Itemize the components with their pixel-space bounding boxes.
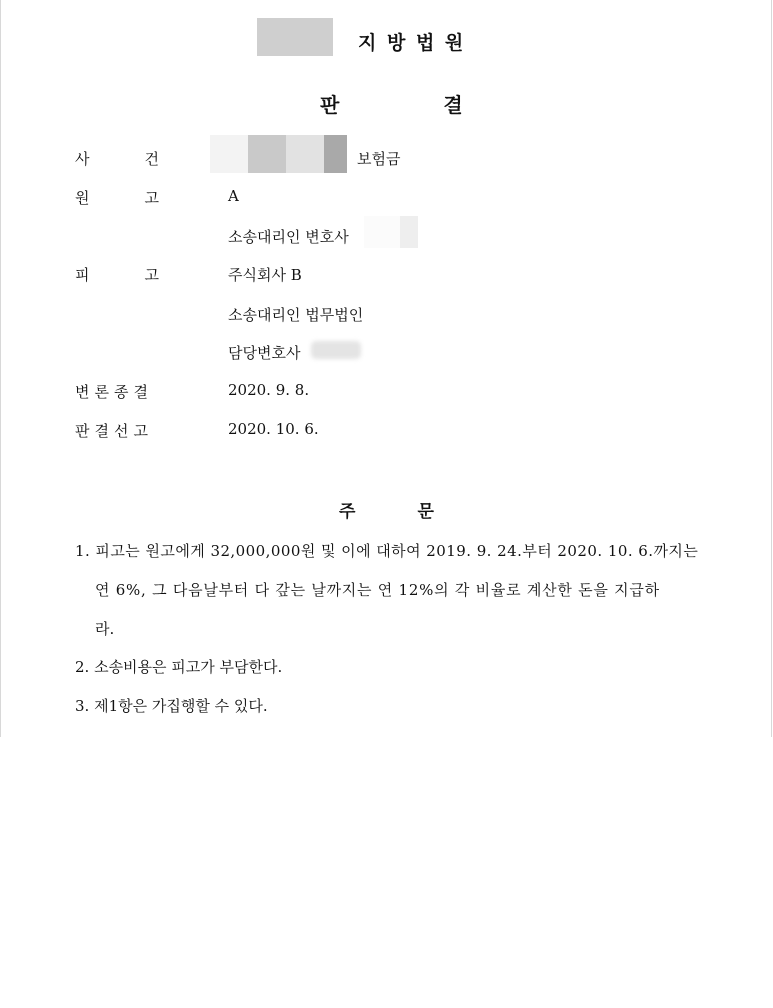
page-border-right — [771, 0, 772, 737]
closing-argument-label: 변 론 종 결 — [75, 383, 148, 401]
order-item-1-line-3: 라. — [95, 620, 115, 638]
order-item-2: 2. 소송비용은 피고가 부담한다. — [75, 658, 283, 676]
redacted-court-prefix — [257, 18, 333, 56]
defendant-attorney: 소송대리인 법무법인 — [228, 306, 364, 324]
plaintiff-attorney: 소송대리인 변호사 — [228, 228, 349, 246]
plaintiff-label: 원 고 — [75, 189, 159, 207]
order-section-title: 주 문 — [339, 502, 434, 522]
redacted-case-number — [210, 135, 347, 173]
judgment-date: 2020. 10. 6. — [228, 420, 319, 438]
case-label: 사 건 — [75, 150, 159, 168]
page-border-left — [0, 0, 1, 737]
closing-argument-date: 2020. 9. 8. — [228, 381, 310, 399]
order-item-1-line-1: 1. 피고는 원고에게 32,000,000원 및 이에 대하여 2019. 9. 24.부터 2020. 10. 6.까지는 — [75, 542, 699, 560]
plaintiff-name: A — [228, 187, 239, 205]
document-title — [320, 89, 463, 118]
court-name: 지 방 법 원 — [358, 32, 466, 54]
title-char-right: 결 — [443, 93, 463, 117]
title-char-left: 판 — [320, 93, 340, 117]
redacted-lead-attorney-name — [311, 341, 361, 359]
case-name: 보험금 — [357, 150, 401, 168]
defendant-name: 주식회사 B — [228, 266, 302, 284]
judgment-date-label: 판 결 선 고 — [75, 422, 148, 440]
defendant-lead-attorney: 담당변호사 — [228, 344, 301, 362]
redacted-plaintiff-attorney — [364, 216, 418, 248]
defendant-label: 피 고 — [75, 266, 159, 284]
order-item-1-line-2: 연 6%, 그 다음날부터 다 갚는 날까지는 연 12%의 각 비율로 계산한 돈을 지급하 — [95, 581, 660, 599]
order-item-3: 3. 제1항은 가집행할 수 있다. — [75, 697, 268, 715]
court-header — [0, 18, 773, 58]
